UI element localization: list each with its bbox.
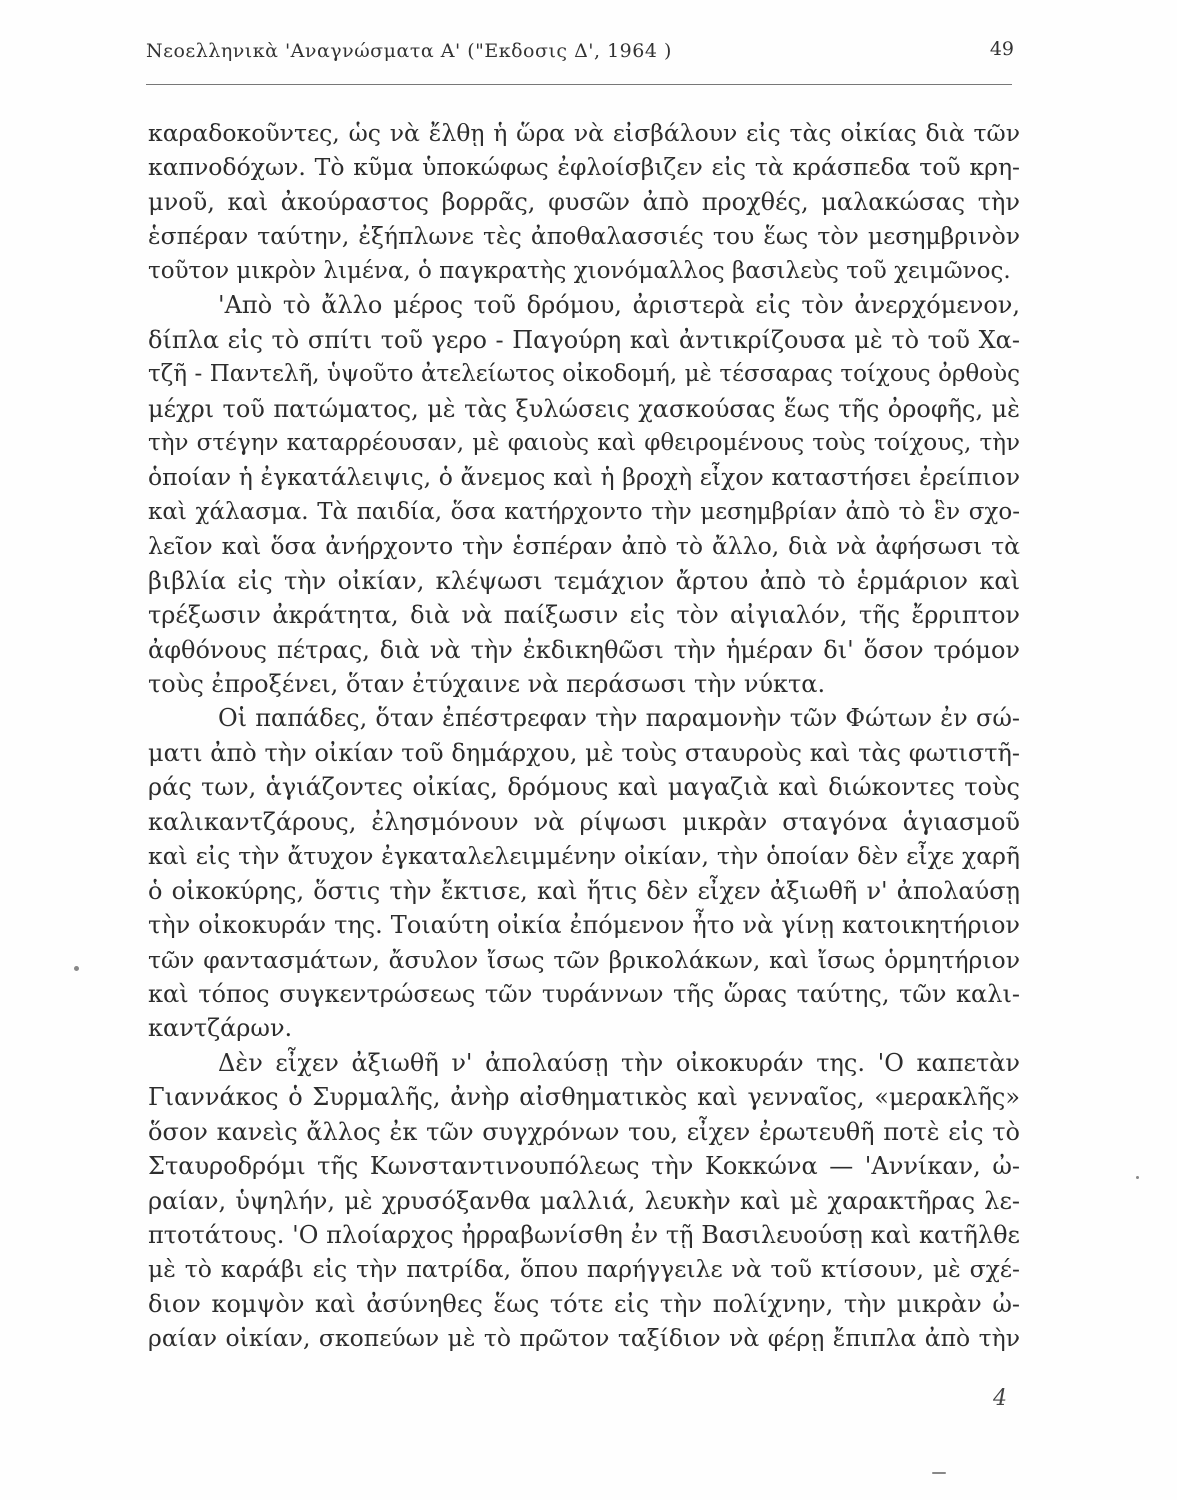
text-line: ράς των, ἁγιάζοντες οἰκίας, δρόμους καὶ μαγαζιὰ καὶ διώκοντες τοὺς <box>148 773 1020 802</box>
text-line: καραδοκοῦντες, ὡς νὰ ἔλθῃ ἡ ὥρα νὰ εἰσβάλουν εἰς τὰς οἰκίας διὰ τῶν <box>148 119 1020 147</box>
page-number: 49 <box>989 38 1014 60</box>
text-line: ραίαν, ὑψηλήν, μὲ χρυσόξανθα μαλλιά, λευκὴν καὶ μὲ χαρακτῆρας λε- <box>148 1186 1020 1215</box>
text-line: ματι ἀπὸ τὴν οἰκίαν τοῦ δημάρχου, μὲ τοὺς σταυροὺς καὶ τὰς φωτιστῆ- <box>148 738 1020 767</box>
text-line: 'Απὸ τὸ ἄλλο μέρος τοῦ δρόμου, ἀριστερὰ εἰς τὸν ἀνερχόμενον, <box>218 291 1020 320</box>
text-line: ραίαν οἰκίαν, σκοπεύων μὲ τὸ πρῶτον ταξίδιον νὰ φέρῃ ἔπιπλα ἀπὸ τὴν <box>148 1324 1020 1353</box>
text-line: τοῦτον μικρὸν λιμένα, ὁ παγκρατὴς χιονόμαλλος βασιλεὺς τοῦ χειμῶνος. <box>148 257 1011 284</box>
text-line: ὁποίαν ἡ ἐγκατάλειψις, ὁ ἄνεμος καὶ ἡ βροχὴ εἶχον καταστήσει ἐρείπιον <box>148 463 1020 492</box>
header-rule <box>146 84 1012 85</box>
text-line: δίπλα εἰς τὸ σπίτι τοῦ γερο - Παγούρη καὶ ἀντικρίζουσα μὲ τὸ τοῦ Χα- <box>148 325 1020 354</box>
ink-speck <box>1136 1176 1139 1179</box>
text-line: τὴν στέγην καταρρέουσαν, μὲ φαιοὺς καὶ φθειρομένους τοὺς τοίχους, τὴν <box>148 429 1020 456</box>
signature-mark: 4 <box>993 1386 1007 1411</box>
body-text <box>148 116 1020 1356</box>
text-line: μέχρι τοῦ πατώματος, μὲ τὰς ξυλώσεις χασκούσας ἕως τῆς ὀροφῆς, μὲ <box>148 394 1020 423</box>
text-line: Οἱ παπάδες, ὅταν ἐπέστρεφαν τὴν παραμονὴν τῶν Φώτων ἐν σώ- <box>218 704 1020 733</box>
text-line: τρέξωσιν ἀκράτητα, διὰ νὰ παίξωσιν εἰς τὸν αἰγιαλόν, τῆς ἔρριπτον <box>148 601 1020 630</box>
text-line: ὁ οἰκοκύρης, ὅστις τὴν ἔκτισε, καὶ ἥτις δὲν εἶχεν ἀξιωθῆ ν' ἀπολαύσῃ <box>148 876 1020 905</box>
text-line: καὶ εἰς τὴν ἄτυχον ἐγκαταλελειμμένην οἰκίαν, τὴν ὁποίαν δὲν εἶχε χαρῆ <box>148 842 1020 871</box>
text-line: Δὲν εἶχεν ἀξιωθῆ ν' ἀπολαύσῃ τὴν οἰκοκυράν της. 'Ο καπετὰν <box>218 1048 1020 1077</box>
text-line: καπνοδόχων. Τὸ κῦμα ὑποκώφως ἐφλοίσβιζεν εἰς τὰ κράσπεδα τοῦ κρη- <box>148 153 1020 182</box>
text-line: Σταυροδρόμι τῆς Κωνσταντινουπόλεως τὴν Κοκκώνα — 'Αννίκαν, ὠ- <box>148 1152 1020 1181</box>
text-line: ἀφθόνους πέτρας, διὰ νὰ τὴν ἐκδικηθῶσι τὴν ἡμέραν δι' ὅσον τρόμον <box>148 635 1020 664</box>
text-line: ὅσον κανεὶς ἄλλος ἐκ τῶν συγχρόνων του, εἶχεν ἐρωτευθῆ ποτὲ εἰς τὸ <box>148 1117 1020 1146</box>
text-line: καντζάρων. <box>148 1014 293 1043</box>
text-line: καλικαντζάρους, ἐλησμόνουν νὰ ρίψωσι μικρὰν σταγόνα ἁγιασμοῦ <box>148 807 1020 836</box>
text-line: λεῖον καὶ ὅσα ἀνήρχοντο τὴν ἑσπέραν ἀπὸ τὸ ἄλλο, διὰ νὰ ἀφήσωσι τὰ <box>148 532 1020 561</box>
text-line: πτοτάτους. 'Ο πλοίαρχος ἠρραβωνίσθη ἐν τῇ Βασιλευούσῃ καὶ κατῆλθε <box>148 1221 1020 1249</box>
text-line: τζῆ - Παντελῆ, ὑψοῦτο ἀτελείωτος οἰκοδομή, μὲ τέσσαρας τοίχους ὀρθοὺς <box>148 361 1020 388</box>
text-line: βιβλία εἰς τὴν οἰκίαν, κλέψωσι τεμάχιον ἄρτου ἀπὸ τὸ ἑρμάριον καὶ <box>148 566 1020 595</box>
running-title: Νεοελληνικὰ 'Αναγνώσματα Α' ("Εκδοσις Δ', 1964 ) <box>146 40 672 62</box>
text-line: διον κομψὸν καὶ ἀσύνηθες ἕως τότε εἰς τὴν πολίχνην, τὴν μικρὰν ὠ- <box>148 1289 1020 1318</box>
text-line: καὶ χάλασμα. Τὰ παιδία, ὅσα κατήρχοντο τὴν μεσημβρίαν ἀπὸ τὸ ἓν σχο- <box>148 498 1020 525</box>
ink-speck <box>932 1472 946 1474</box>
text-line: τὴν οἰκοκυράν της. Τοιαύτη οἰκία ἐπόμενον ἦτο νὰ γίνῃ κατοικητήριον <box>148 911 1020 940</box>
text-line: καὶ τόπος συγκεντρώσεως τῶν τυράννων τῆς ὥρας ταύτης, τῶν καλι- <box>148 979 1020 1008</box>
ink-speck <box>74 966 79 971</box>
text-line: ἑσπέραν ταύτην, ἐξήπλωνε τὲς ἀποθαλασσιές του ἕως τὸν μεσημβρινὸν <box>148 222 1020 251</box>
text-line: τοὺς ἐπροξένει, ὅταν ἐτύχαινε νὰ περάσωσι τὴν νύκτα. <box>148 670 826 698</box>
text-line: μνοῦ, καὶ ἀκούραστος βορρᾶς, φυσῶν ἀπὸ προχθές, μαλακώσας τὴν <box>148 187 1020 216</box>
running-head <box>146 40 1014 74</box>
text-line: μὲ τὸ καράβι εἰς τὴν πατρίδα, ὅπου παρήγγειλε νὰ τοῦ κτίσουν, μὲ σχέ- <box>148 1255 1020 1284</box>
text-line: τῶν φαντασμάτων, ἄσυλον ἴσως τῶν βρικολάκων, καὶ ἴσως ὁρμητήριον <box>148 945 1020 974</box>
text-line: Γιαννάκος ὁ Συρμαλῆς, ἀνὴρ αἰσθηματικὸς καὶ γενναῖος, «μερακλῆς» <box>148 1083 1020 1112</box>
